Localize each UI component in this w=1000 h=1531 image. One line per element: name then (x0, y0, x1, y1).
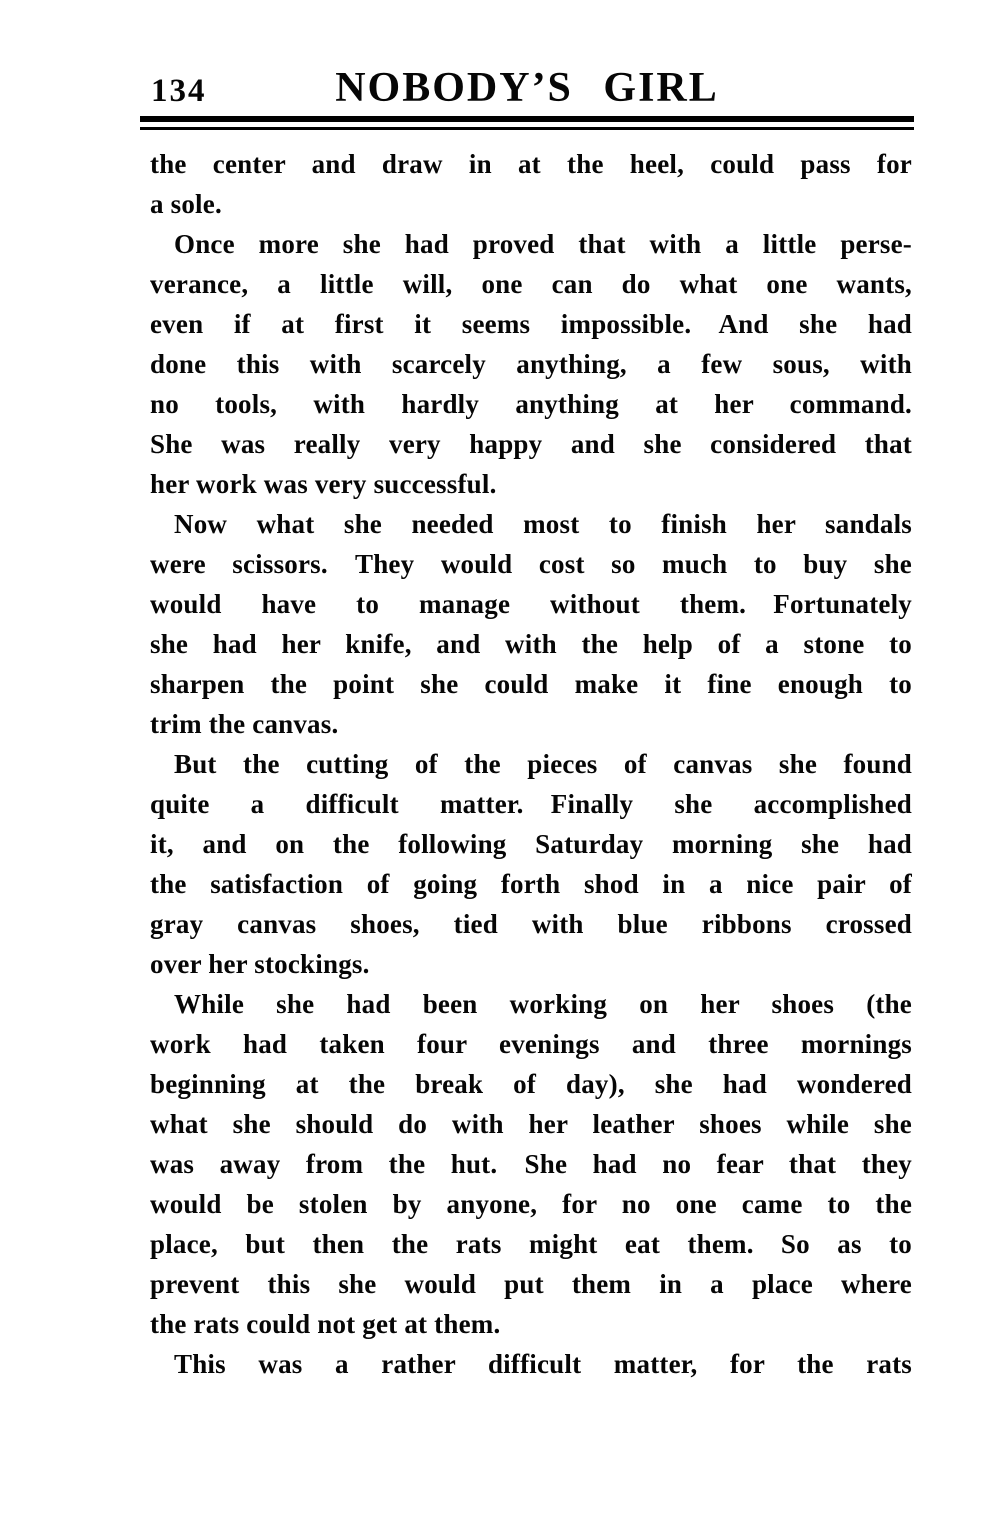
text-line: This was a rather difficult matter, for the rats (174, 1349, 912, 1379)
text-line: But the cutting of the pieces of canvas she found (174, 749, 912, 779)
text-line: place, but then the rats might eat them. So as to (150, 1229, 912, 1259)
text-line: the rats could not get at them. (150, 1309, 501, 1339)
text-line: work had taken four evenings and three mornings (150, 1029, 912, 1059)
paragraph (150, 144, 912, 224)
text-line: Once more she had proved that with a little perse- (174, 229, 912, 259)
text-line: she had her knife, and with the help of a stone to (150, 629, 912, 659)
page-number: 134 (151, 73, 207, 109)
text-line: gray canvas shoes, tied with blue ribbons crossed (150, 909, 912, 939)
text-line: trim the canvas. (150, 709, 339, 739)
paragraph (150, 744, 912, 984)
running-head (140, 66, 914, 110)
text-line: were scissors. They would cost so much to buy she (150, 549, 912, 579)
text-line: the satisfaction of going forth shod in a nice pair of (150, 869, 912, 899)
text-line: sharpen the point she could make it fine enough to (150, 669, 912, 699)
text-line: prevent this she would put them in a place where (150, 1269, 912, 1299)
text-line: Now what she needed most to finish her sandals (174, 509, 912, 539)
text-line: beginning at the break of day), she had wondered (150, 1069, 912, 1099)
paragraph (150, 984, 912, 1344)
text-line: it, and on the following Saturday morning she had (150, 829, 912, 859)
text-line: the center and draw in at the heel, could pass for (150, 149, 912, 179)
text-line: no tools, with hardly anything at her command. (150, 389, 912, 419)
header-rule (140, 116, 914, 130)
text-line: a sole. (150, 189, 222, 219)
text-line: what she should do with her leather shoes while she (150, 1109, 912, 1139)
body-text (150, 144, 912, 1384)
text-line: would have to manage without them. Fortunately (150, 589, 912, 619)
text-line: verance, a little will, one can do what one wants, (150, 269, 912, 299)
text-line: done this with scarcely anything, a few sous, with (150, 349, 912, 379)
running-title: NOBODY’S GIRL (335, 65, 719, 111)
text-line: While she had been working on her shoes (the (174, 989, 912, 1019)
text-line: even if at first it seems impossible. And she had (150, 309, 912, 339)
text-line: over her stockings. (150, 949, 370, 979)
text-line: her work was very successful. (150, 469, 497, 499)
text-line: She was really very happy and she considered that (150, 429, 912, 459)
paragraph (150, 504, 912, 744)
paragraph (150, 1344, 912, 1384)
text-line: quite a difficult matter. Finally she accomplished (150, 789, 912, 819)
text-line: would be stolen by anyone, for no one came to the (150, 1189, 912, 1219)
text-line: was away from the hut. She had no fear that they (150, 1149, 912, 1179)
paragraph (150, 224, 912, 504)
